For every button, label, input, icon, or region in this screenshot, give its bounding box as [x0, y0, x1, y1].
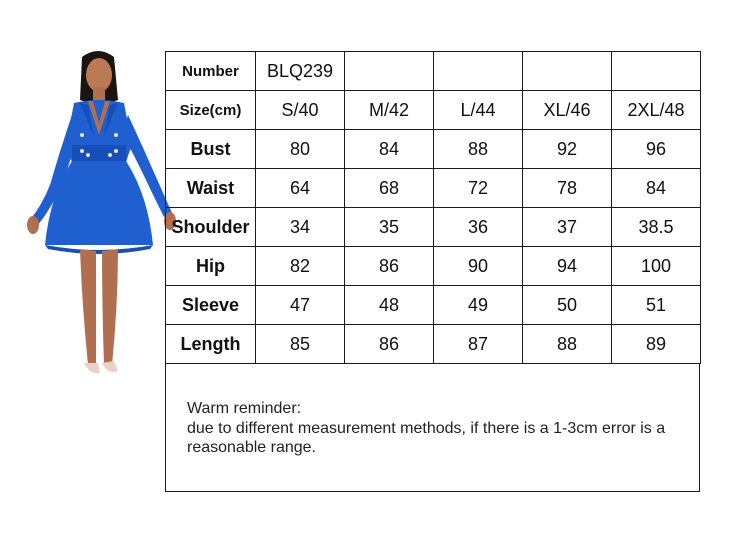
- model-photo: [10, 45, 185, 380]
- table-cell: 100: [612, 247, 701, 286]
- table-cell: 37: [523, 208, 612, 247]
- table-row-length: [166, 325, 701, 364]
- row-label: Waist: [166, 169, 256, 208]
- table-cell: 34: [256, 208, 345, 247]
- product-number: BLQ239: [256, 52, 345, 91]
- reminder-box: [165, 363, 700, 492]
- table-cell: 72: [434, 169, 523, 208]
- empty-cell: [523, 52, 612, 91]
- table-cell: 88: [523, 325, 612, 364]
- size-header: L/44: [434, 91, 523, 130]
- table-row-bust: [166, 130, 701, 169]
- row-label: Length: [166, 325, 256, 364]
- table-cell: 82: [256, 247, 345, 286]
- table-cell: 90: [434, 247, 523, 286]
- table-cell: 80: [256, 130, 345, 169]
- table-cell: 89: [612, 325, 701, 364]
- size-header: XL/46: [523, 91, 612, 130]
- table-cell: 50: [523, 286, 612, 325]
- row-label: Sleeve: [166, 286, 256, 325]
- reminder-text: [187, 399, 692, 458]
- table-cell: 35: [345, 208, 434, 247]
- table-cell: 68: [345, 169, 434, 208]
- table-cell: 86: [345, 325, 434, 364]
- table-cell: 94: [523, 247, 612, 286]
- table-cell: 92: [523, 130, 612, 169]
- table-cell: 96: [612, 130, 701, 169]
- reminder-line: due to different measurement methods, if there is a 1-3cm error is a: [187, 419, 666, 437]
- table-cell: 38.5: [612, 208, 701, 247]
- empty-cell: [345, 52, 434, 91]
- table-cell: 88: [434, 130, 523, 169]
- size-header: 2XL/48: [612, 91, 701, 130]
- row-label: Hip: [166, 247, 256, 286]
- table-cell: 85: [256, 325, 345, 364]
- table-cell: 36: [434, 208, 523, 247]
- table-cell: 49: [434, 286, 523, 325]
- size-chart-table: [165, 51, 701, 364]
- size-header: S/40: [256, 91, 345, 130]
- table-row-sleeve: [166, 286, 701, 325]
- table-cell: 64: [256, 169, 345, 208]
- size-header-row: [166, 91, 701, 130]
- table-row-shoulder: [166, 208, 701, 247]
- size-label: Size(cm): [166, 91, 256, 130]
- row-label: Bust: [166, 130, 256, 169]
- number-label: Number: [166, 52, 256, 91]
- table-cell: 78: [523, 169, 612, 208]
- empty-cell: [434, 52, 523, 91]
- table-row-waist: [166, 169, 701, 208]
- table-cell: 51: [612, 286, 701, 325]
- table-cell: 48: [345, 286, 434, 325]
- reminder-line: reasonable range.: [187, 439, 316, 456]
- number-row: [166, 52, 701, 91]
- table-cell: 47: [256, 286, 345, 325]
- row-label: Shoulder: [166, 208, 256, 247]
- table-cell: 87: [434, 325, 523, 364]
- empty-cell: [612, 52, 701, 91]
- table-cell: 84: [612, 169, 701, 208]
- table-cell: 86: [345, 247, 434, 286]
- reminder-title: Warm reminder:: [187, 400, 302, 417]
- size-header: M/42: [345, 91, 434, 130]
- table-cell: 84: [345, 130, 434, 169]
- table-row-hip: [166, 247, 701, 286]
